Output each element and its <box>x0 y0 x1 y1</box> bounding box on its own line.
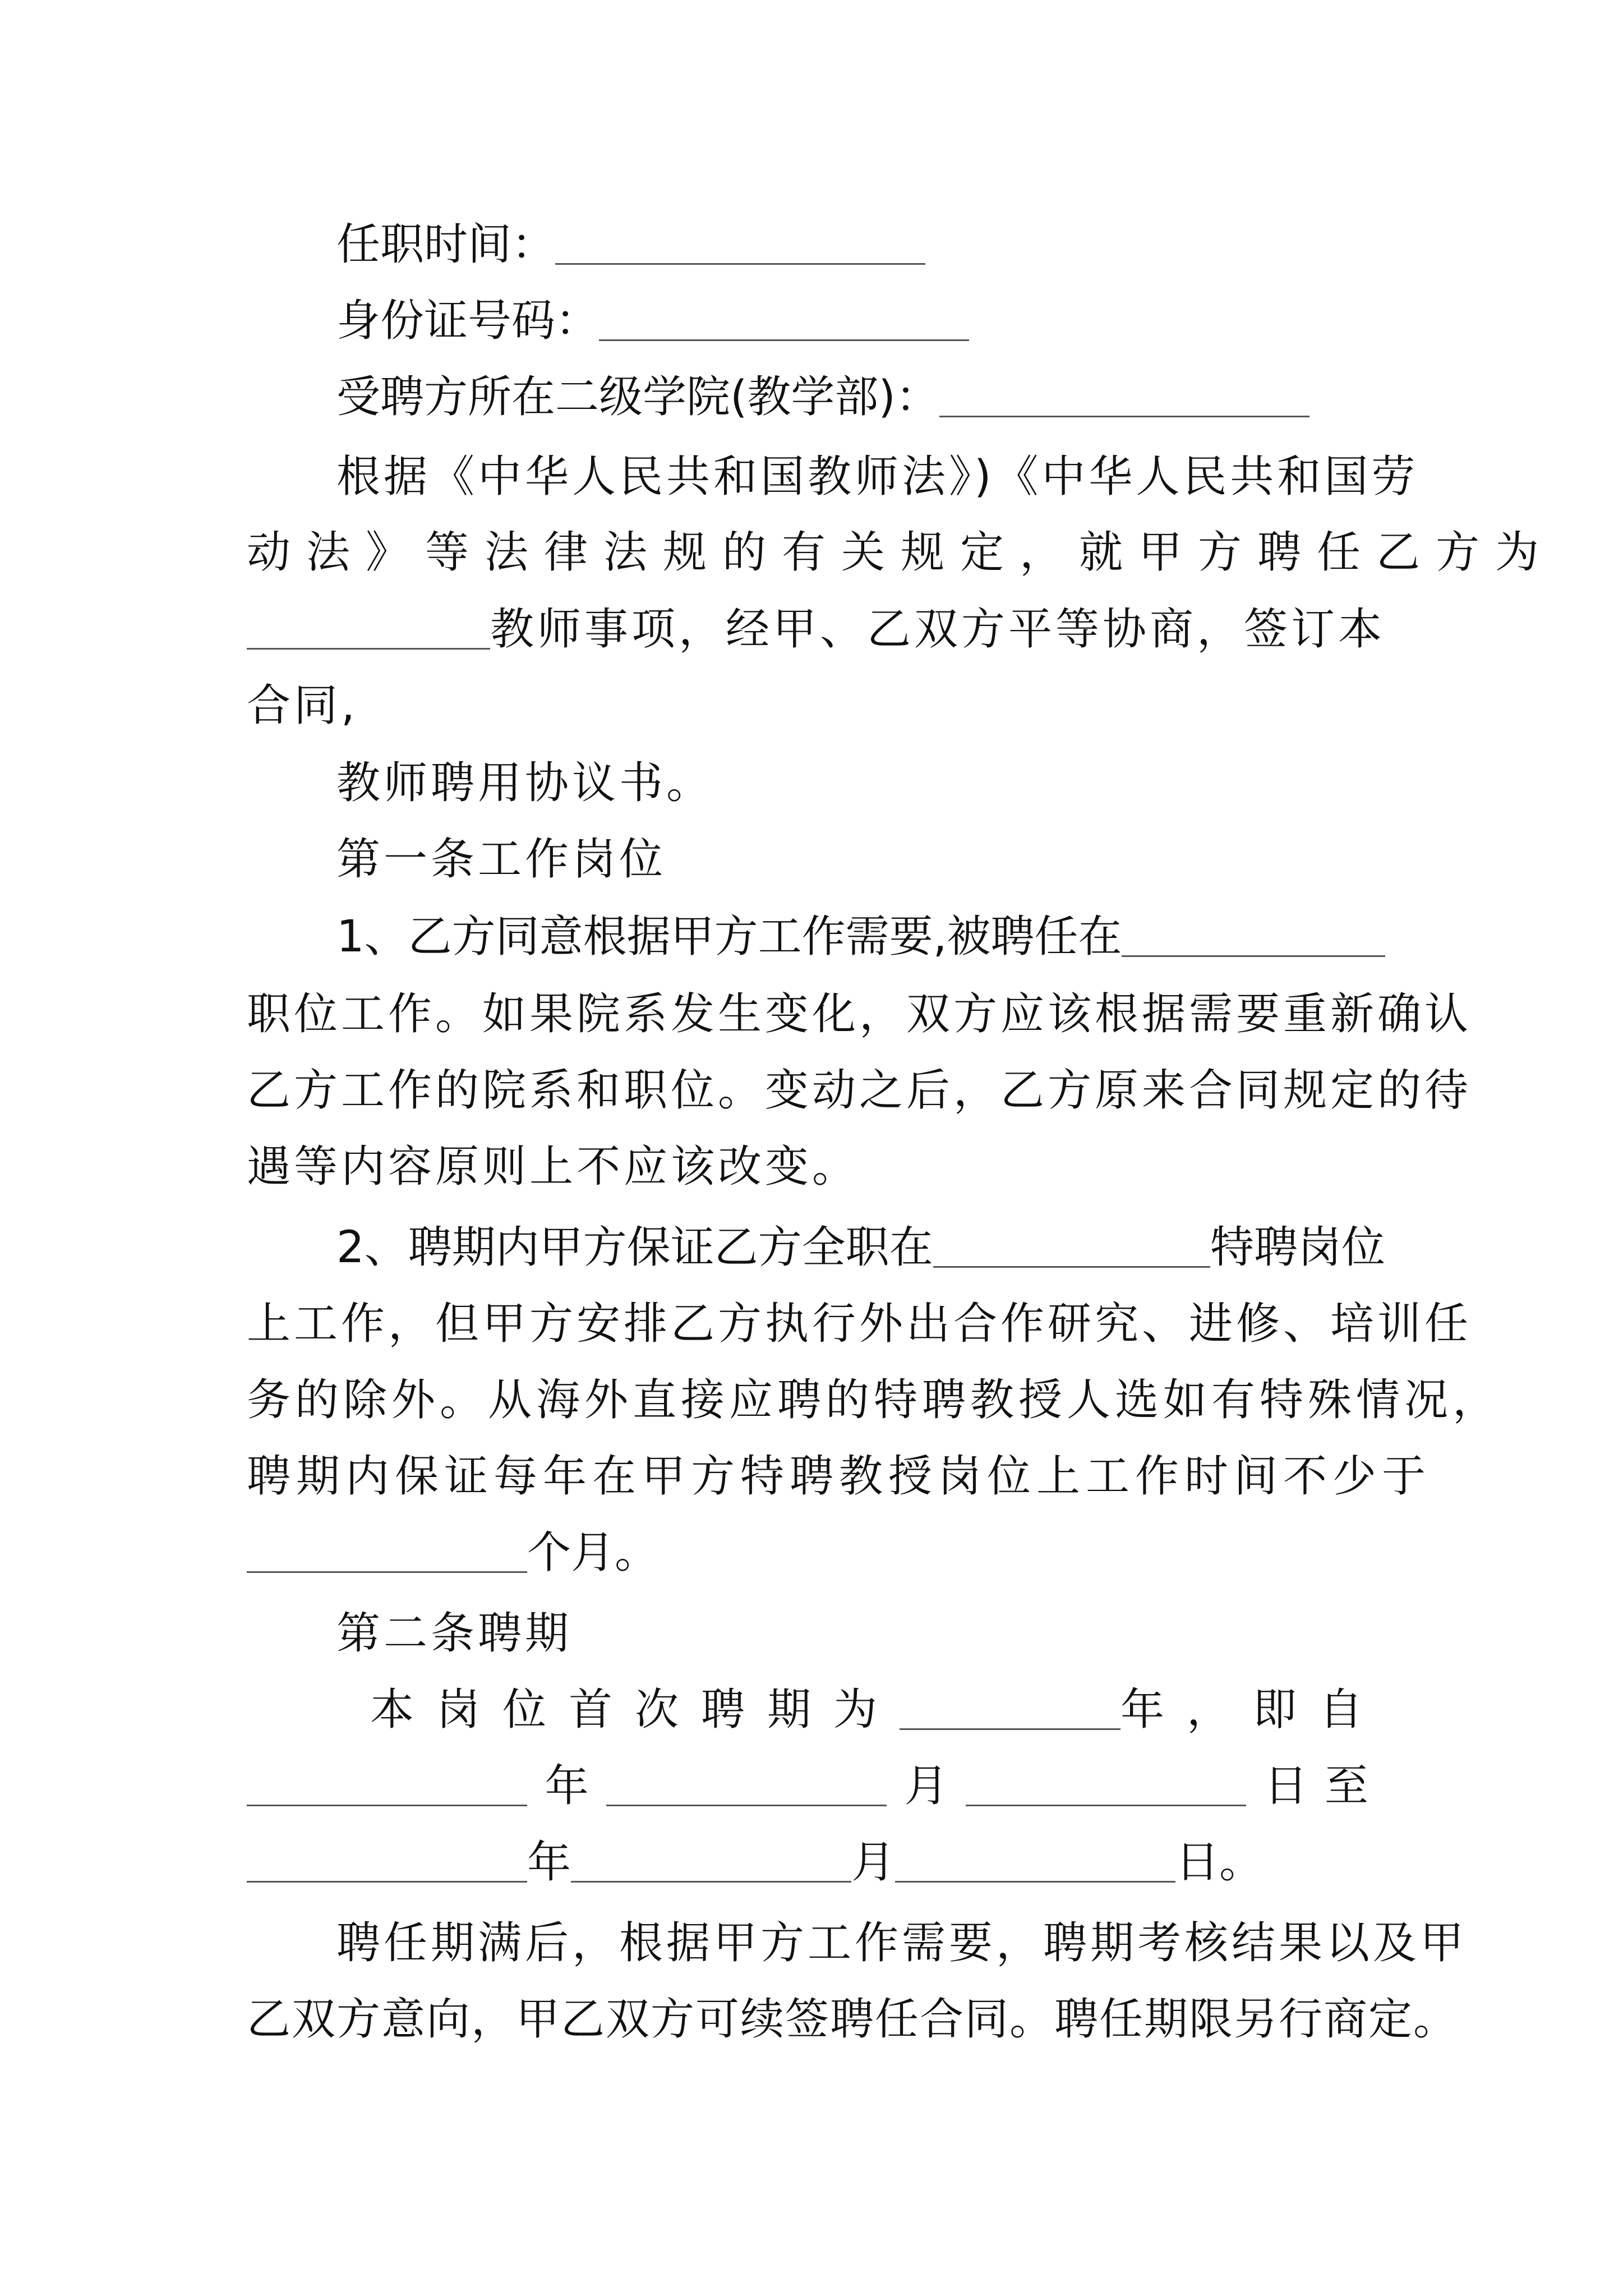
end-year-label: 年 <box>527 1837 571 1888</box>
start-day-blank <box>966 1766 1246 1806</box>
paragraph-line: 职位工作。如果院系发生变化，双方应该根据需要重新确认 <box>247 989 1472 1039</box>
start-date-line <box>247 1747 1385 1825</box>
paragraph-line: 务的除外。从海外直接应聘的特聘教授人选如有特殊情况， <box>247 1375 1501 1425</box>
paragraph-line: 动法》等法律法规的有关规定，就甲方聘任乙方为 <box>247 527 1555 578</box>
end-month-label: 月 <box>851 1837 896 1888</box>
months-blank <box>247 1533 527 1573</box>
appointment-time-blank <box>555 225 925 265</box>
id-number-label: 身份证号码： <box>336 296 600 346</box>
fulltime-line <box>336 1208 1385 1287</box>
id-number-blank <box>599 301 969 341</box>
term-text: 本岗位首次聘期为 <box>370 1685 900 1735</box>
term-line <box>370 1671 1385 1749</box>
fulltime-tail: 特聘岗位 <box>1210 1222 1385 1273</box>
paragraph-line: 聘期内保证每年在甲方特聘教授岗位上工作时间不少于 <box>247 1451 1432 1502</box>
teacher-matter-text: 教师事项，经甲、乙双方平等协商，签订本 <box>490 604 1385 655</box>
paragraph-line: 聘任期满后，根据甲方工作需要，聘期考核结果以及甲 <box>336 1918 1468 1968</box>
fulltime-text: 2、聘期内甲方保证乙方全职在 <box>336 1222 933 1273</box>
term-years-blank <box>900 1690 1121 1730</box>
term-year-label: 年， <box>1120 1685 1253 1735</box>
position-text: 1、乙方同意根据甲方工作需要,被聘任在 <box>336 912 1122 962</box>
end-day-label: 日。 <box>1175 1837 1264 1888</box>
paragraph-line: 合同, <box>247 680 358 731</box>
id-number-line <box>336 282 1385 360</box>
start-year-label: 年 <box>545 1761 589 1811</box>
article-one-heading: 第一条工作岗位 <box>336 834 667 885</box>
paragraph-line: 遇等内容原则上不应该改变。 <box>247 1142 860 1192</box>
paragraph-line: 上工作，但甲方安排乙方执行外出合作研究、进修、培训任 <box>247 1299 1472 1349</box>
college-label: 受聘方所在二级学院(教学部)： <box>336 372 939 422</box>
start-day-label: 日至 <box>1264 1761 1385 1811</box>
college-blank <box>939 378 1310 417</box>
end-year-blank <box>247 1843 527 1883</box>
start-year-blank <box>247 1766 527 1806</box>
term-from-label: 即自 <box>1252 1685 1385 1735</box>
position-line <box>336 898 1385 976</box>
fulltime-blank <box>933 1228 1210 1268</box>
college-line <box>336 358 1385 436</box>
paragraph-line: 乙双方意向，甲乙双方可续签聘任合同。聘任期限另行商定。 <box>247 1994 1459 2045</box>
months-tail: 个月。 <box>527 1527 659 1578</box>
paragraph-line: 根据《中华人民共和国教师法》)《中华人民共和国劳 <box>336 452 1419 502</box>
end-day-blank <box>895 1843 1175 1883</box>
appointment-time-label: 任职时间： <box>336 219 556 270</box>
article-two-heading: 第二条聘期 <box>336 1608 573 1659</box>
start-month-blank <box>606 1766 887 1806</box>
position-blank <box>1122 917 1385 957</box>
start-month-label: 月 <box>904 1761 948 1811</box>
end-month-blank <box>571 1843 851 1883</box>
paragraph-line: 乙方工作的院系和职位。变动之后，乙方原来合同规定的待 <box>247 1065 1472 1116</box>
appointment-time-line <box>336 205 1385 284</box>
months-line <box>247 1513 1385 1592</box>
teacher-subject-blank <box>247 610 490 650</box>
teacher-matter-line <box>247 590 1385 669</box>
end-date-line <box>247 1823 1385 1902</box>
agreement-title: 教师聘用协议书。 <box>336 758 714 808</box>
